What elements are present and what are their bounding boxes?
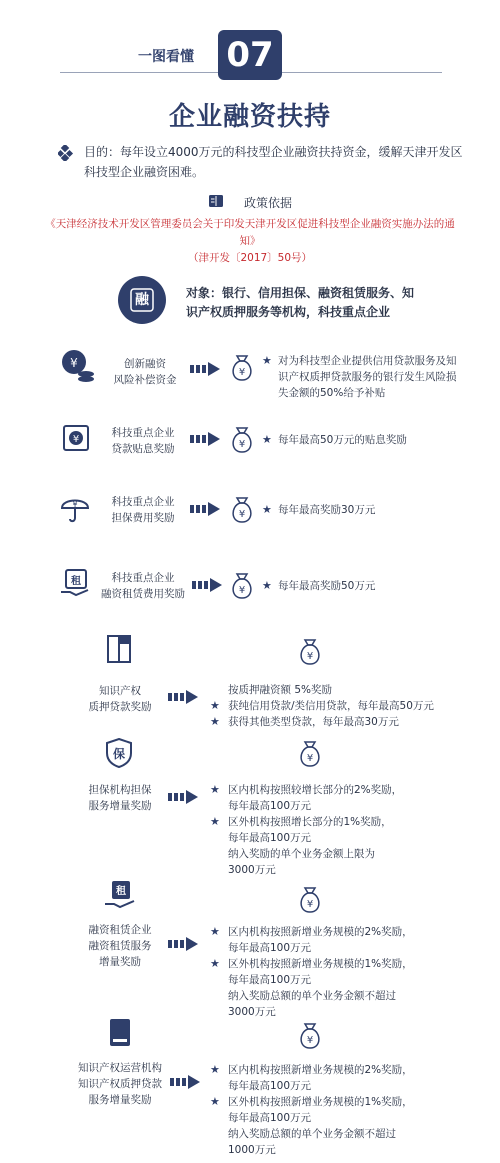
star-icon: ★: [210, 1095, 220, 1108]
svg-text:¥: ¥: [70, 356, 78, 370]
star-icon: ★: [210, 957, 220, 970]
finance-badge-icon: 融: [118, 276, 166, 324]
item-1-detail-1: 对为科技型企业提供信用贷款服务及知识产权质押贷款服务的银行发生风险损失金额的50%给予补贴: [278, 355, 457, 399]
guarantee-label-line2: 服务增量奖励: [88, 800, 152, 812]
star-icon: ★: [210, 925, 220, 938]
star-icon: ★: [262, 579, 272, 592]
ipops-label-line3: 服务增量奖励: [88, 1094, 152, 1106]
ipops-bullet-2-cont: 每年最高100万元: [228, 1112, 312, 1124]
arrow-indicator: [190, 362, 222, 376]
ip-loan-details: [210, 682, 480, 730]
arrow-indicator: [192, 578, 224, 592]
purpose-text: [84, 142, 474, 182]
item-4-label-line2: 融资租赁费用奖励: [101, 588, 185, 600]
ip-loan-label-line1: 知识产权: [99, 685, 141, 697]
money-bag-icon: [228, 352, 256, 382]
item-3-detail-1: 每年最高奖励30万元: [278, 504, 376, 516]
ipops-label-line1: 知识产权运营机构: [78, 1062, 162, 1074]
leasing-bullet-2-cont: 每年最高100万元: [228, 974, 312, 986]
money-bag-icon: [228, 424, 256, 454]
item-2-detail-1: 每年最高50万元的贴息奖励: [278, 434, 407, 446]
purpose-label: 目的：: [84, 145, 121, 159]
leasing-note-cont: 3000万元: [228, 1006, 276, 1018]
header-rule-right: [282, 72, 442, 73]
star-icon: ★: [210, 815, 220, 828]
leasing-label-line2: 融资租赁服务: [88, 940, 152, 952]
guarantee-label-line1: 担保机构担保: [88, 784, 152, 796]
header-rule-left: [60, 72, 218, 73]
basis-document-title: 《天津经济技术开发区管理委员会关于印发天津开发区促进科技型企业融资实施办法的通知》: [45, 218, 455, 247]
money-bag-icon: [296, 636, 324, 666]
star-icon: ★: [262, 433, 272, 446]
item-2-label-line2: 贷款贴息奖励: [111, 443, 175, 455]
ipops-bullet-1: ★ 区内机构按照新增业务规模的2%奖励，: [210, 1063, 413, 1076]
purpose-body: 每年设立4000万元的科技型企业融资扶持资金，缓解天津开发区科技型企业融资困难。: [84, 145, 463, 179]
umbrella-icon: [60, 494, 90, 524]
target-audience: 对象：银行、信用担保、融资租赁服务、知识产权质押服务等机构，科技重点企业: [186, 286, 415, 319]
svg-text:¥: ¥: [238, 367, 246, 378]
star-icon: ★: [210, 1063, 220, 1076]
coins-icon: [58, 348, 96, 384]
star-icon: ★: [262, 503, 272, 516]
star-icon: ★: [210, 715, 220, 728]
svg-text:¥: ¥: [306, 651, 314, 662]
svg-text:¥: ¥: [306, 753, 314, 764]
ipops-note: 纳入奖励总额的单个业务金额不超过: [228, 1128, 396, 1140]
item-4-detail-1: 每年最高奖励50万元: [278, 580, 376, 592]
arrow-indicator: [190, 432, 222, 446]
svg-text:¥: ¥: [238, 509, 246, 520]
star-icon: ★: [210, 699, 220, 712]
guarantee-label: [74, 782, 166, 814]
ip-loan-label-line2: 质押贷款奖励: [88, 701, 152, 713]
item-3-label-line2: 担保费用奖励: [111, 512, 175, 524]
item-2-label: [98, 425, 188, 457]
ip-loan-line-2: ★ 获纯信用贷款/类信用贷款，每年最高50万元: [210, 699, 434, 712]
money-bag-icon: [296, 738, 324, 768]
leasing-bullet-2: ★ 区外机构按照新增业务规模的1%奖励，: [210, 957, 413, 970]
ipops-label: [70, 1060, 170, 1108]
ip-loan-label: [74, 683, 166, 715]
page-title: 企业融资扶持: [168, 102, 331, 132]
shield-icon: [104, 738, 134, 768]
item-4-details: [262, 578, 462, 594]
svg-text:¥: ¥: [72, 434, 80, 445]
leasing-note: 纳入奖励总额的单个业务金额不超过: [228, 990, 396, 1002]
ipops-note-cont: 1000万元: [228, 1144, 276, 1156]
section-number-badge: 07: [218, 30, 282, 80]
svg-text:¥: ¥: [238, 439, 246, 450]
item-1-label: [100, 356, 190, 388]
arrow-indicator: [168, 937, 200, 951]
money-bag-icon: [296, 1020, 324, 1050]
diamond-icon: [58, 145, 74, 161]
guarantee-bullet-1-cont: 每年最高100万元: [228, 800, 312, 812]
guarantee-bullet-1: ★ 区内机构按照较增长部分的2%奖励，: [210, 783, 403, 796]
leasing-label-line3: 增量奖励: [99, 956, 141, 968]
ipops-label-line2: 知识产权质押贷款: [78, 1078, 162, 1090]
guarantee-bullet-2-cont: 每年最高100万元: [228, 832, 312, 844]
item-3-details: [262, 502, 462, 518]
money-bag-icon: [228, 494, 256, 524]
money-bag-icon: [296, 884, 324, 914]
svg-text:¥: ¥: [238, 585, 246, 596]
item-3-label-line1: 科技重点企业: [111, 496, 175, 508]
guarantee-details: [210, 782, 480, 878]
svg-text:租: 租: [71, 576, 81, 587]
leasing-bullet-1: ★ 区内机构按照新增业务规模的2%奖励，: [210, 925, 413, 938]
item-1-label-line1: 创新融资: [124, 358, 166, 370]
guarantee-note: 纳入奖励的单个业务金额上限为: [228, 848, 375, 860]
arrow-indicator: [170, 1075, 202, 1089]
svg-text:¥: ¥: [306, 899, 314, 910]
ipops-details: [210, 1062, 480, 1158]
arrow-indicator: [190, 502, 222, 516]
item-1-details: [262, 353, 462, 401]
rent-hand-icon: [104, 880, 136, 910]
star-icon: ★: [262, 354, 272, 367]
star-icon: ★: [210, 783, 220, 796]
svg-text:租: 租: [116, 886, 126, 897]
leasing-label: [74, 922, 166, 970]
header-tag: 一图看懂: [138, 49, 194, 65]
svg-text:保: 保: [112, 747, 126, 761]
item-2-details: [262, 432, 462, 448]
item-4-label-line1: 科技重点企业: [111, 572, 175, 584]
basis-document: [40, 216, 460, 267]
basis-heading: 政策依据: [243, 196, 292, 210]
ip-book-icon: [108, 1018, 132, 1048]
item-2-label-line1: 科技重点企业: [111, 427, 175, 439]
leasing-bullet-1-cont: 每年最高100万元: [228, 942, 312, 954]
arrow-indicator: [168, 690, 200, 704]
document-yen-icon: [62, 424, 90, 452]
svg-text:¥: ¥: [306, 1035, 314, 1046]
arrow-indicator: [168, 790, 200, 804]
ip-loan-line-3: ★ 获得其他类型贷款，每年最高30万元: [210, 715, 399, 728]
money-bag-icon: [228, 570, 256, 600]
leasing-details: [210, 924, 480, 1020]
ipops-bullet-2: ★ 区外机构按照新增业务规模的1%奖励，: [210, 1095, 413, 1108]
item-1-label-line2: 风险补偿资金: [113, 374, 177, 386]
item-3-label: [98, 494, 188, 526]
basis-document-number: （津开发〔2017〕50号）: [187, 252, 313, 264]
svg-text:¥: ¥: [72, 500, 78, 509]
item-4-label: [92, 570, 194, 602]
ip-document-icon: [106, 634, 132, 664]
rent-hand-icon: [60, 568, 90, 598]
ipops-bullet-1-cont: 每年最高100万元: [228, 1080, 312, 1092]
guarantee-note-cont: 3000万元: [228, 864, 276, 876]
ip-loan-line-1: 按质押融资额 5%奖励: [228, 684, 332, 696]
guarantee-bullet-2: ★ 区外机构按照增长部分的1%奖励，: [210, 815, 392, 828]
leasing-label-line1: 融资租赁企业: [88, 924, 152, 936]
